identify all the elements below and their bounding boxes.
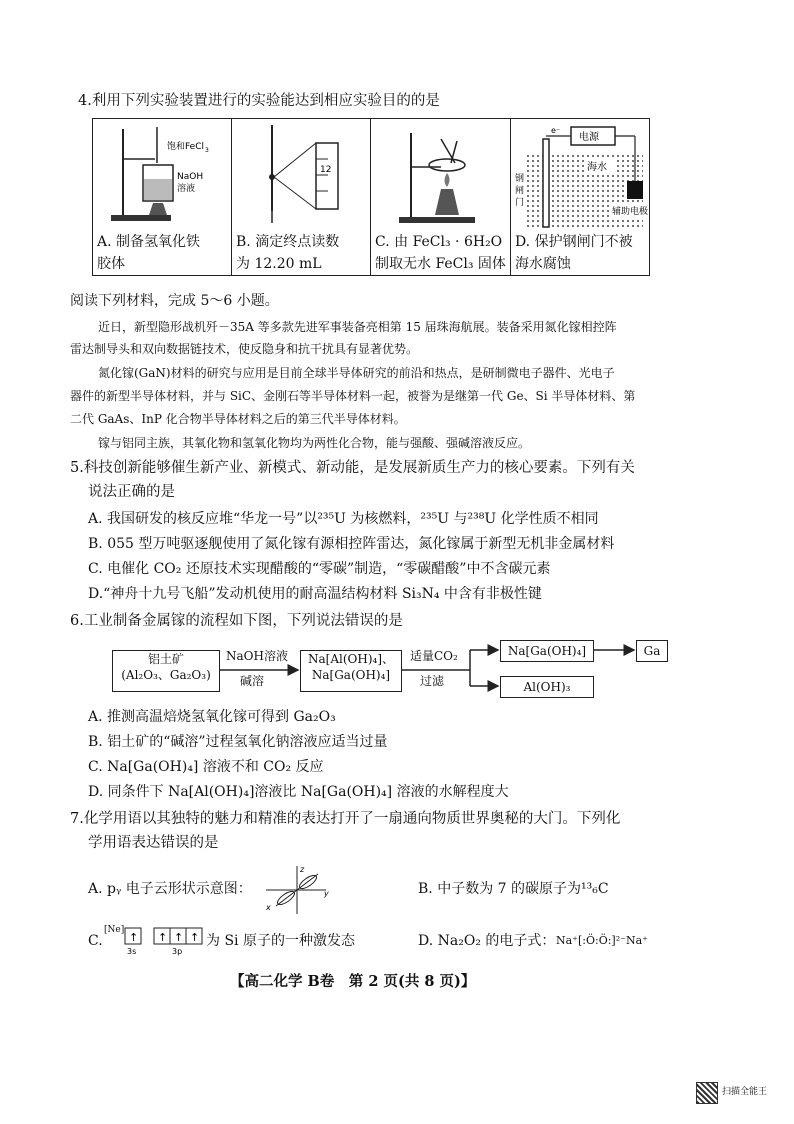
flow-box-aloh3: Al(OH)₃ [500,676,594,698]
q4-option-d-line2: 海水腐蚀 [514,256,571,272]
orbital-diagram-icon [124,926,208,956]
q6-option-b: B. 铝土矿的“碱溶”过程氢氧化钠溶液应适当过量 [88,734,388,750]
q7-option-b: B. 中子数为 7 的碳原子为¹³₆C [418,881,609,897]
q4-option-c-line2: 制取无水 FeCl₃ 固体 [375,256,506,272]
svg-text:y: y [324,889,329,898]
svg-text:闸: 闸 [514,186,524,196]
svg-text:x: x [266,903,271,912]
svg-text:电源: 电源 [578,132,599,143]
passage-intro: 阅读下列材料，完成 5～6 小题。 [70,293,279,309]
svg-text:3: 3 [205,147,209,154]
q4-option-d-line1: D. 保护钢闸门不被 [514,234,633,250]
svg-text:↑: ↑ [158,931,168,944]
svg-text:↑: ↑ [190,931,200,944]
q5-option-b: B. 055 型万吨驱逐舰使用了氮化镓有源相控阵雷达，氮化镓属于新型无机非金属材料 [88,536,615,552]
q5-stem-1: 5.科技创新能够催生新产业、新模式、新动能，是发展新质生产力的核心要素。下列有关 [70,460,635,476]
svg-text:钢: 钢 [514,174,524,184]
q4-option-a-line1: A. 制备氢氧化铁 [97,234,201,250]
q6-stem: 6.工业制备金属镓的流程如下图，下列说法错误的是 [70,613,403,629]
flow-box-bauxite-line2: (Al₂O₃、Ga₂O₃) [121,668,211,682]
q5-option-a: A. 我国研发的核反应堆“华龙一号”以²³⁵U 为核燃料，²³⁵U 与²³⁸U 化学性质不相同 [88,511,599,527]
passage-p1b: 雷达制导头和双向数据链技术，使反隐身和抗干扰具有显著优势。 [70,342,419,356]
flow-box-solution-line1: Na[Al(OH)₄]、 [308,652,394,666]
q4-option-b-line1: B. 滴定终点读数 [236,234,340,250]
svg-text:3p: 3p [172,947,183,956]
svg-text:门: 门 [514,198,524,208]
q7-option-d-formula: Na⁺[:Ö:Ö:]²⁻Na⁺ [556,934,648,947]
passage-p2b: 器件的新型半导体材料，并与 SiC、金刚石等半导体材料一起，被誉为是继第一代 Ge、Si 半导体材料、第 [70,389,636,403]
q7-option-c: 为 Si 原子的一种激发态 [206,933,355,949]
q7-option-d: D. Na₂O₂ 的电子式： [418,933,556,949]
passage-p2c: 二代 GaAs、InP 化合物半导体材料之后的第三代半导体材料。 [70,412,406,426]
flow-box-ga: Ga [636,640,668,662]
passage-p2a: 氮化镓(GaN)材料的研究与应用是目前全球半导体研究的前沿和热点，是研制微电子器件、光电子 [98,366,615,380]
q4-option-a-line2: 胶体 [97,256,125,272]
svg-text:e⁻: e⁻ [550,126,561,135]
svg-text:饱和FeCl: 饱和FeCl [167,142,205,152]
q6-option-d: D. 同条件下 Na[Al(OH)₄]溶液比 Na[Ga(OH)₄] 溶液的水解程度大 [88,784,509,800]
q4-option-c-line1: C. 由 FeCl₃ · 6H₂O [375,234,503,250]
svg-text:12: 12 [320,165,332,175]
flow-box-bauxite-line1: 铝土矿 [147,652,184,666]
page-footer: 【高二化学 B卷 第 2 页(共 8 页)】 [230,973,476,990]
q4-option-b-line2: 为 12.20 mL [236,256,322,272]
flow-box-solution-line2: Na[Ga(OH)₄] [311,668,391,682]
svg-text:3s: 3s [127,947,137,956]
qr-code-icon [696,1082,718,1104]
q5-option-c: C. 电催化 CO₂ 还原技术实现醋酸的“零碳”制造，“零碳醋酸”中不含碳元素 [88,561,551,577]
q7-stem-2: 学用语表达错误的是 [88,835,219,851]
flow-arrow2-top: 适量CO₂ [410,649,458,663]
svg-text:辅助电极: 辅助电极 [611,207,648,217]
q6-option-c: C. Na[Ga(OH)₄] 溶液不和 CO₂ 反应 [88,759,324,775]
svg-text:NaOH: NaOH [177,172,204,182]
flow-box-gallate: Na[Ga(OH)₄] [500,640,594,662]
passage-p3: 镓与铝同主族，其氧化物和氢氧化物均为两性化合物，能与强酸、强碱溶液反应。 [98,436,531,450]
watermark-text: 扫描全能王 [722,1087,768,1097]
flow-arrow1-top: NaOH溶液 [226,649,288,663]
q5-option-d: D.“神舟十九号飞船”发动机使用的耐高温结构材料 Si₃N₄ 中含有非极性键 [88,586,542,602]
svg-text:z: z [300,865,305,874]
q4-stem: 4.利用下列实验装置进行的实验能达到相应实验目的的是 [78,93,440,109]
q5-stem-2: 说法正确的是 [88,484,175,500]
passage-p1a: 近日，新型隐形战机歼－35A 等多款先进军事装备亮相第 15 届珠海航展。装备采用氮化镓相控阵 [98,320,617,334]
svg-text:海水: 海水 [586,162,607,173]
q7-option-a: A. pᵧ 电子云形状示意图： [88,881,252,897]
q7-option-c-prefix: C. [88,933,103,949]
q6-option-a: A. 推测高温焙烧氢氧化镓可得到 Ga₂O₃ [88,709,336,725]
flow-arrow1-bottom: 碱溶 [240,674,265,688]
flow-arrow2-bottom: 过滤 [420,674,445,688]
q7-stem-1: 7.化学用语以其独特的魅力和精准的表达打开了一扇通向物质世界奥秘的大门。下列化 [70,811,621,827]
q7-ne-core: [Ne] [104,925,125,935]
svg-text:↑: ↑ [174,931,184,944]
svg-text:溶液: 溶液 [177,184,196,194]
svg-text:↑: ↑ [129,931,139,944]
p-orbital-icon [262,862,332,918]
